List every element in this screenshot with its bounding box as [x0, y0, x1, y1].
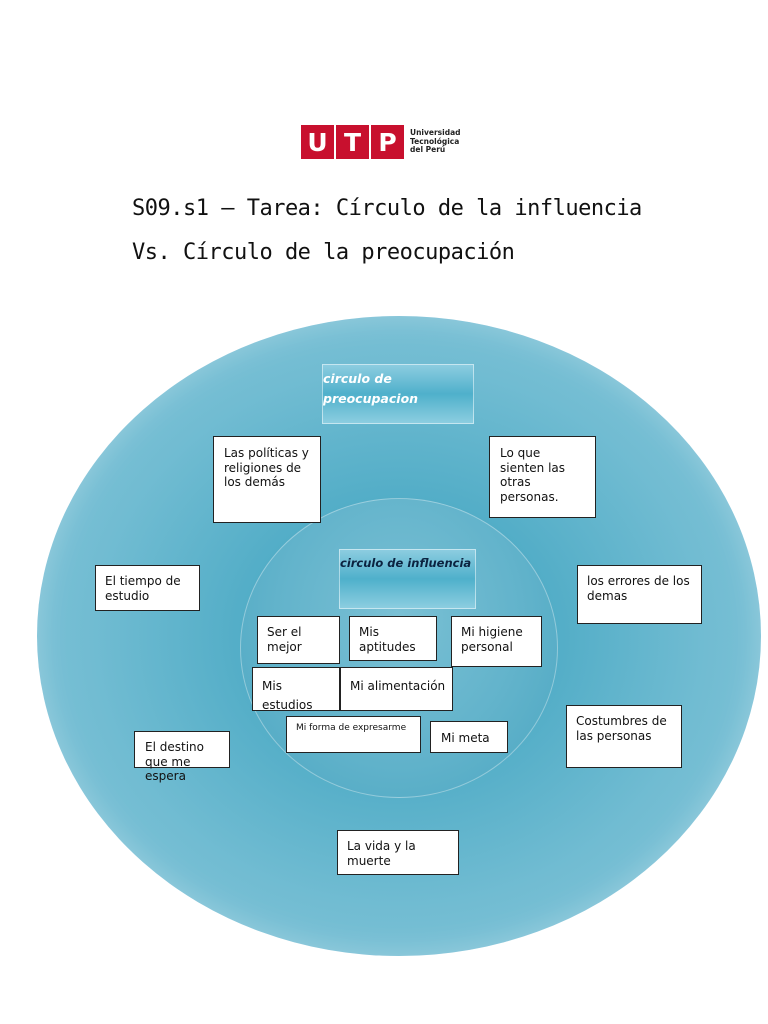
- logo-letter-t: T: [343, 127, 362, 157]
- influence-item: Mi higiene personal: [451, 616, 542, 667]
- concern-item: La vida y la muerte: [337, 830, 459, 875]
- influence-item: Mis estudios: [252, 667, 340, 711]
- logo-letter-p: P: [378, 127, 397, 157]
- page-title: S09.s1 – Tarea: Círculo de la influencia: [132, 196, 642, 221]
- influence-item: Mi forma de expresarme: [286, 716, 421, 753]
- concern-item: Costumbres de las personas: [566, 705, 682, 768]
- influence-circle-label: circulo de influencia: [339, 549, 476, 609]
- concern-item: Las políticas y religiones de los demás: [213, 436, 321, 523]
- utp-logo: [301, 125, 461, 159]
- concern-circle-label: circulo de preocupacion: [322, 364, 474, 424]
- influence-item: Ser el mejor: [257, 616, 340, 664]
- influence-item: Mis aptitudes: [349, 616, 437, 661]
- logo-university-name: Universidad Tecnológica del Perú: [410, 128, 461, 155]
- influence-item: Mi meta: [430, 721, 508, 753]
- page-subtitle: Vs. Círculo de la preocupación: [132, 240, 515, 265]
- concern-item: El destino que me espera: [134, 731, 230, 768]
- influence-item: Mi alimentación: [340, 667, 453, 711]
- logo-letter-u: U: [307, 127, 328, 157]
- concern-item: El tiempo de estudio: [95, 565, 200, 611]
- utp-logo-mark: [301, 125, 404, 159]
- concern-item: Lo que sienten las otras personas.: [489, 436, 596, 518]
- concern-item: los errores de los demas: [577, 565, 702, 624]
